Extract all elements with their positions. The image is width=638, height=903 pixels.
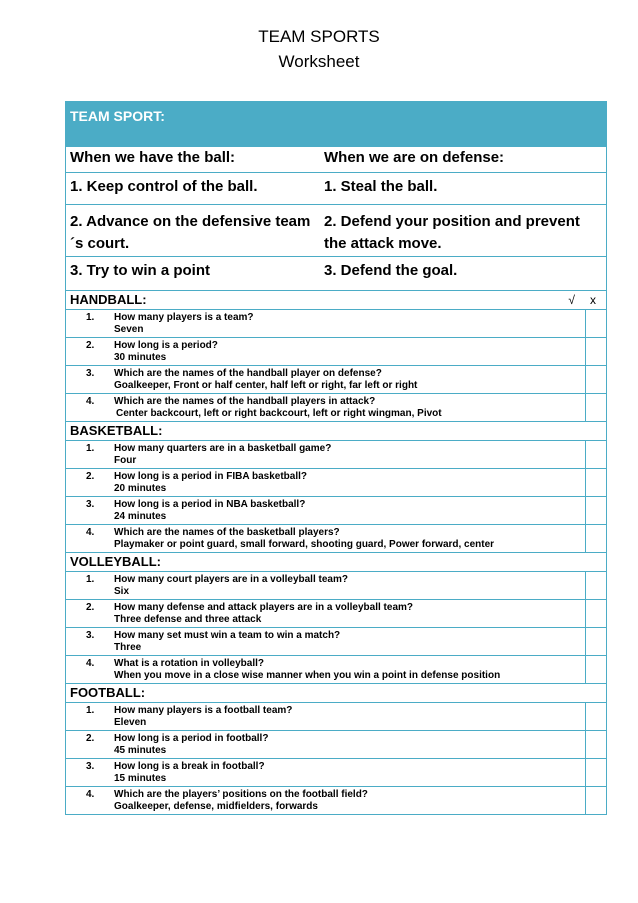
mark-cell[interactable] xyxy=(586,656,606,683)
question-number: 2. xyxy=(86,602,95,613)
question-row xyxy=(66,655,606,683)
page-title: TEAM SPORTS xyxy=(258,27,380,46)
sport-sections xyxy=(66,290,606,814)
question-cell xyxy=(66,394,585,421)
mark-cell[interactable] xyxy=(586,628,606,655)
question-row xyxy=(66,393,606,421)
question-number: 3. xyxy=(86,761,95,772)
question-text: How many defense and attack players are in a volleyball team? xyxy=(114,602,414,613)
question-number: 2. xyxy=(86,733,95,744)
mark-cell[interactable] xyxy=(586,310,606,337)
question-cell xyxy=(66,600,585,627)
section-title: FOOTBALL: xyxy=(70,685,146,700)
defense-cell: 1. Steal the ball. xyxy=(324,178,438,195)
question-row xyxy=(66,468,606,496)
question-cell xyxy=(66,703,585,730)
question-row xyxy=(66,309,606,337)
mark-cell[interactable] xyxy=(586,469,606,496)
question-row xyxy=(66,599,606,627)
question-cell xyxy=(66,628,585,655)
question-cell xyxy=(66,310,585,337)
answer-text: 24 minutes xyxy=(114,511,167,522)
question-row xyxy=(66,524,606,552)
question-text: How long is a period in NBA basketball? xyxy=(114,499,306,510)
table-header: TEAM SPORT: xyxy=(66,102,606,146)
question-number: 4. xyxy=(86,789,95,800)
table-row xyxy=(66,256,606,290)
question-number: 1. xyxy=(86,443,95,454)
question-row xyxy=(66,627,606,655)
answer-text: Three defense and three attack xyxy=(114,614,262,625)
section-heading xyxy=(66,290,606,309)
question-text: How many players is a team? xyxy=(114,312,254,323)
question-text: How long is a period in football? xyxy=(114,733,269,744)
question-text: How many set must win a team to win a match? xyxy=(114,630,341,641)
question-number: 4. xyxy=(86,658,95,669)
worksheet-table xyxy=(65,101,607,815)
mark-cell[interactable] xyxy=(586,572,606,599)
section-title: HANDBALL: xyxy=(70,292,147,307)
column-headers xyxy=(66,146,606,172)
answer-text: Playmaker or point guard, small forward, shooting guard, Power forward, center xyxy=(114,539,495,550)
question-text: How many court players are in a volleyball team? xyxy=(114,574,348,585)
question-text: What is a rotation in volleyball? xyxy=(114,658,265,669)
mark-cell[interactable] xyxy=(586,441,606,468)
wrong-mark-head: x xyxy=(590,293,596,307)
mark-cell[interactable] xyxy=(586,787,606,814)
question-row xyxy=(66,758,606,786)
answer-text: Goalkeeper, defense, midfielders, forwards xyxy=(114,801,318,812)
col-attack-head: When we have the ball: xyxy=(70,149,236,166)
question-cell xyxy=(66,366,585,393)
answer-text: Goalkeeper, Front or half center, half left or right, far left or right xyxy=(114,380,418,391)
question-number: 1. xyxy=(86,574,95,585)
mark-cell[interactable] xyxy=(586,338,606,365)
question-cell xyxy=(66,759,585,786)
page-subtitle: Worksheet xyxy=(278,52,360,71)
answer-text: 20 minutes xyxy=(114,483,167,494)
mark-cell[interactable] xyxy=(586,731,606,758)
question-text: How long is a break in football? xyxy=(114,761,265,772)
question-number: 2. xyxy=(86,471,95,482)
question-number: 3. xyxy=(86,499,95,510)
col-defense-head: When we are on defense: xyxy=(324,149,505,166)
question-cell xyxy=(66,572,585,599)
question-number: 2. xyxy=(86,340,95,351)
question-cell xyxy=(66,525,585,552)
question-row xyxy=(66,496,606,524)
question-text: Which are the names of the handball player on defense? xyxy=(114,368,382,379)
answer-text: Six xyxy=(114,586,130,597)
mark-cell[interactable] xyxy=(586,366,606,393)
question-row xyxy=(66,337,606,365)
question-cell xyxy=(66,469,585,496)
question-row xyxy=(66,786,606,814)
question-row xyxy=(66,702,606,730)
defense-cell: 3. Defend the goal. xyxy=(324,262,458,279)
question-text: How long is a period? xyxy=(114,340,218,351)
question-row xyxy=(66,365,606,393)
section-title: VOLLEYBALL: xyxy=(70,554,161,569)
answer-text: Eleven xyxy=(114,717,147,728)
question-cell xyxy=(66,731,585,758)
mark-cell[interactable] xyxy=(586,497,606,524)
question-cell xyxy=(66,497,585,524)
section-title: BASKETBALL: xyxy=(70,423,163,438)
question-number: 1. xyxy=(86,312,95,323)
question-text: How many quarters are in a basketball game? xyxy=(114,443,332,454)
question-number: 3. xyxy=(86,368,95,379)
question-row xyxy=(66,440,606,468)
question-row xyxy=(66,571,606,599)
question-row xyxy=(66,730,606,758)
mark-cell[interactable] xyxy=(586,394,606,421)
question-cell xyxy=(66,656,585,683)
defense-cell: 2. Defend your position and prevent the attack move. xyxy=(324,213,580,252)
attack-cell: 3. Try to win a point xyxy=(70,262,211,279)
question-text: Which are the names of the handball players in attack? xyxy=(114,396,376,407)
answer-text: Center backcourt, left or right backcourt, left or right wingman, Pivot xyxy=(116,408,442,419)
attack-cell: 1. Keep control of the ball. xyxy=(70,178,258,195)
attack-cell: 2. Advance on the defensive team´s court. xyxy=(70,213,311,252)
question-number: 4. xyxy=(86,396,95,407)
answer-text: Four xyxy=(114,455,137,466)
question-text: Which are the names of the basketball players? xyxy=(114,527,340,538)
answer-text: 30 minutes xyxy=(114,352,167,363)
question-text: How long is a period in FIBA basketball? xyxy=(114,471,307,482)
correct-mark-head: √ xyxy=(568,293,575,307)
section-heading xyxy=(66,552,606,571)
mark-cell[interactable] xyxy=(586,600,606,627)
question-number: 1. xyxy=(86,705,95,716)
mark-cell[interactable] xyxy=(586,703,606,730)
question-cell xyxy=(66,338,585,365)
answer-text: Seven xyxy=(114,324,144,335)
answer-text: 45 minutes xyxy=(114,745,167,756)
question-number: 3. xyxy=(86,630,95,641)
question-text: Which are the players’ positions on the football field? xyxy=(114,789,368,800)
answer-text: 15 minutes xyxy=(114,773,167,784)
mark-cell[interactable] xyxy=(586,759,606,786)
question-cell xyxy=(66,787,585,814)
question-number: 4. xyxy=(86,527,95,538)
section-heading xyxy=(66,421,606,440)
section-heading xyxy=(66,683,606,702)
answer-text: When you move in a close wise manner when you win a point in defense position xyxy=(114,670,501,681)
question-cell xyxy=(66,441,585,468)
table-row xyxy=(66,172,606,204)
answer-text: Three xyxy=(114,642,142,653)
table-row xyxy=(66,204,606,256)
mark-cell[interactable] xyxy=(586,525,606,552)
question-text: How many players is a football team? xyxy=(114,705,293,716)
